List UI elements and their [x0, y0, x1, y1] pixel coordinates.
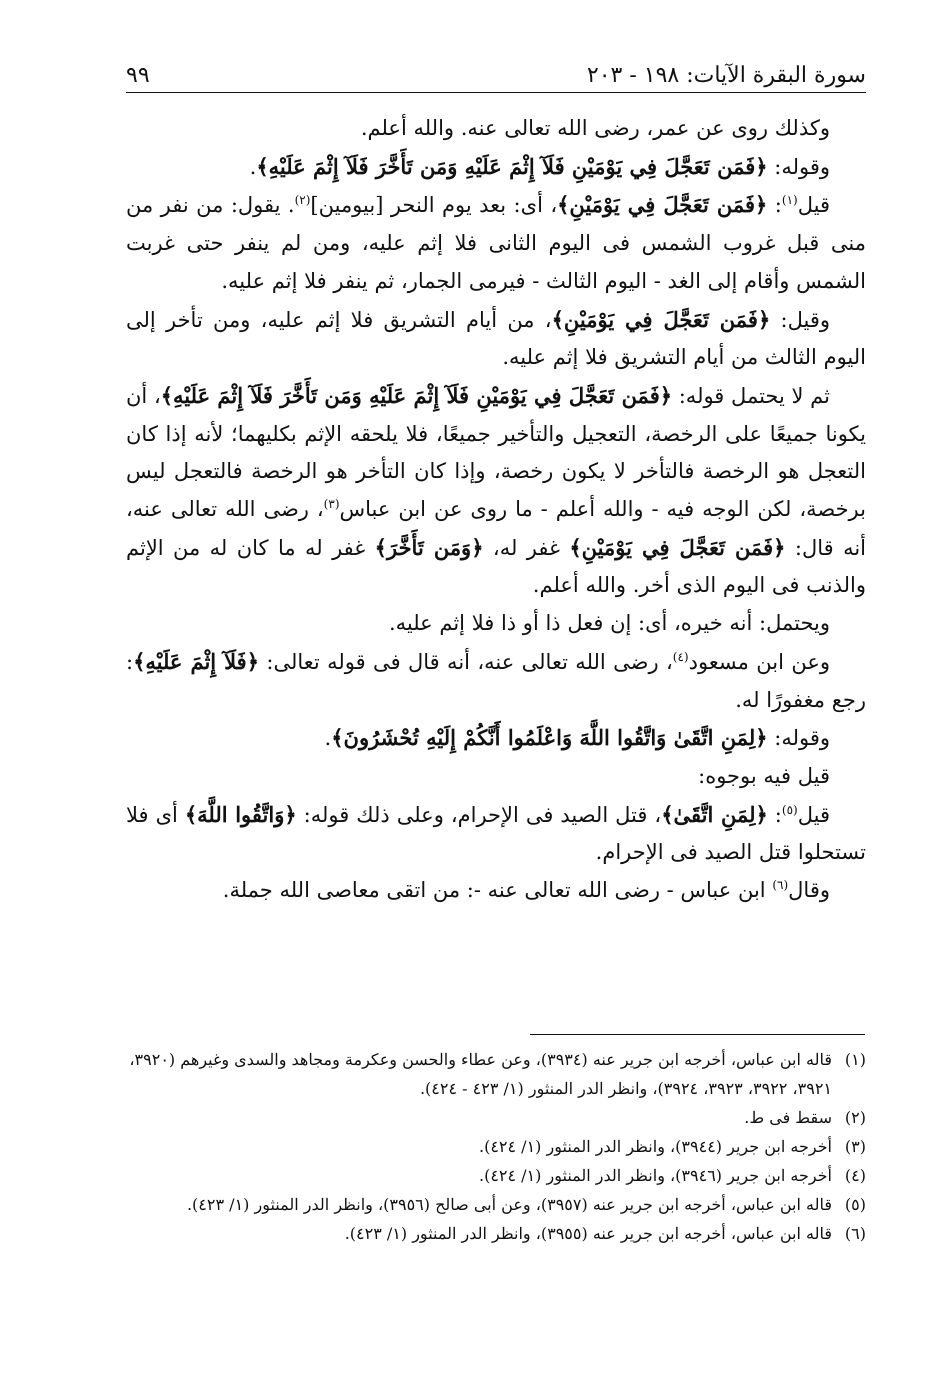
footnote-text: قاله ابن عباس، أخرجه ابن جرير عنه (٣٩٥٥)، وانظر الدر المنثور (١/ ٤٢٣). — [344, 1224, 832, 1243]
body-paragraph — [126, 186, 866, 300]
body-paragraph — [126, 643, 866, 719]
text-run: ابن عباس - رضى الله تعالى عنه -: من اتقى معاصى الله جملة. — [222, 878, 773, 903]
text-run: غفر له ما كان له من الإثم والذنب فى اليوم الذى أخر. والله أعلم. — [126, 535, 866, 598]
footnotes — [126, 1045, 866, 1248]
body-text — [126, 110, 866, 910]
quran-verse: ﴿فَمَن تَعَجَّلَ فِي يَوْمَيْنِ﴾ — [569, 534, 786, 560]
footnote-text: أخرجه ابن جرير (٣٩٤٤)، وانظر الدر المنثور (١/ ٤٢٤). — [478, 1137, 832, 1156]
footnote-number: (٣) — [844, 1137, 866, 1156]
footnote-text: قاله ابن عباس، أخرجه ابن جرير عنه (٣٩٣٤)، وعن عطاء والحسن وعكرمة ومجاهد والسدى وغيرهم (٣٩٢٠، ٣٩٢١، ٣٩٢٢، ٣٩٢٣، ٣٩٢٤)، وانظر الدر المنثور (١/ ٤٢٣ - ٤٢٤). — [129, 1050, 832, 1098]
text-run: ، قتل الصيد فى الإحرام، وعلى ذلك قوله: — [296, 802, 662, 827]
body-paragraph — [126, 872, 866, 910]
body-paragraph — [126, 301, 866, 377]
text-run: قيل — [797, 193, 830, 218]
footnote-number: (١) — [844, 1050, 866, 1069]
footnote-text: سقط فى ط. — [744, 1108, 832, 1127]
text-run: وقوله: — [767, 154, 830, 179]
footnote-ref: (٤) — [672, 649, 689, 664]
body-paragraph — [126, 796, 866, 872]
page-header — [126, 52, 866, 93]
quran-verse: ﴿فَمَن تَعَجَّلَ فِي يَوْمَيْنِ﴾ — [557, 192, 768, 218]
text-run: وقيل: — [770, 307, 831, 332]
footnote — [126, 1219, 866, 1248]
quran-verse: ﴿وَاتَّقُوا اللَّهَ﴾ — [184, 801, 297, 827]
text-run: أى فلا تستحلوا قتل الصيد فى الإحرام. — [126, 802, 866, 865]
footnote-number: (٤) — [844, 1166, 866, 1185]
text-run: : رجع مغفورًا له. — [126, 649, 866, 712]
quran-verse: ﴿لِمَنِ اتَّقَىٰ وَاتَّقُوا اللَّهَ وَاعْلَمُوا أَنَّكُمْ إِلَيْهِ تُحْشَرُونَ﴾ — [331, 725, 768, 751]
quran-verse: ﴿وَمَن تَأَخَّرَ﴾ — [374, 534, 484, 560]
text-run: . يقول: من نفر من منى قبل غروب الشمس فى اليوم الثانى فلا إثم عليه، ومن لم ينفر حتى غربت الشمس وأقام إلى الغد - اليوم الثالث - فيرمى الجمار، ثم ينفر فلا إثم عليه. — [126, 193, 866, 293]
quran-verse: ﴿فَمَن تَعَجَّلَ فِي يَوْمَيْنِ فَلَآ إِثْمَ عَلَيْهِ وَمَن تَأَخَّرَ فَلَآ إِثْمَ عَلَيْهِ﴾ — [160, 382, 673, 408]
text-run: قيل فيه بوجوه: — [698, 763, 830, 788]
footnote — [126, 1045, 866, 1103]
text-run: ، أى: بعد يوم النحر [بيومين] — [310, 193, 558, 218]
quran-verse: ﴿فَمَن تَعَجَّلَ فِي يَوْمَيْنِ﴾ — [551, 306, 771, 332]
footnote-number: (٢) — [844, 1108, 866, 1127]
footnote-text: قاله ابن عباس، أخرجه ابن جرير عنه (٣٩٥٧)، وعن أبى صالح (٣٩٥٦)، وانظر الدر المنثور (١/ ٤٢٣). — [186, 1195, 832, 1214]
footnote-ref: (٢) — [294, 193, 311, 208]
running-title: سورة البقرة الآيات: ١٩٨ - ٢٠٣ — [586, 63, 866, 88]
text-run: ويحتمل: أنه خيره، أى: إن فعل ذا أو ذا فلا إثم عليه. — [388, 611, 830, 636]
text-run: . — [249, 154, 257, 179]
text-run: غفر له، — [483, 535, 570, 560]
body-paragraph — [126, 719, 866, 758]
footnote-ref: (١) — [781, 193, 798, 208]
footnote-ref: (٥) — [781, 802, 798, 817]
footnote — [126, 1132, 866, 1161]
quran-verse: ﴿فَمَن تَعَجَّلَ فِي يَوْمَيْنِ فَلَآ إِثْمَ عَلَيْهِ وَمَن تَأَخَّرَ فَلَآ إِثْمَ عَلَيْهِ﴾ — [256, 153, 768, 179]
text-run: : — [767, 193, 782, 218]
body-paragraph — [126, 758, 866, 796]
text-run: وعن ابن مسعود — [688, 649, 830, 674]
body-paragraph — [126, 605, 866, 643]
footnote-ref: (٦) — [772, 878, 789, 893]
quran-verse: ﴿فَلَآ إِثْمَ عَلَيْهِ﴾ — [133, 648, 260, 674]
body-paragraph — [126, 377, 866, 605]
text-run: ، رضى الله تعالى عنه، أنه قال فى قوله تعالى: — [259, 649, 673, 674]
page-number: ٩٩ — [126, 63, 150, 88]
footnote-text: أخرجه ابن جرير (٣٩٤٦)، وانظر الدر المنثور (١/ ٤٢٤). — [478, 1166, 832, 1185]
footnote-ref: (٣) — [323, 497, 340, 512]
body-paragraph — [126, 148, 866, 187]
footnote-separator — [530, 1034, 865, 1035]
text-run: ، من أيام التشريق فلا إثم عليه، ومن تأخر إلى اليوم الثالث من أيام التشريق فلا إثم عليه. — [126, 307, 866, 370]
footnote — [126, 1161, 866, 1190]
text-run: ، أن يكونا جميعًا على الرخصة، التعجيل والتأخير جميعًا، فلا يلحقه الإثم بكليهما؛ لأنه إذا كان التعجل هو الرخصة فالتأخر لا يكون رخصة، وإذا كان التأخر هو الرخصة فالتعجل ليس برخصة، لكن الوجه فيه - والله أعلم - ما روى عن ابن عباس — [126, 383, 866, 522]
footnote — [126, 1190, 866, 1219]
footnote-number: (٦) — [844, 1224, 866, 1243]
text-run: وقوله: — [767, 726, 830, 751]
footnote — [126, 1103, 866, 1132]
text-run: . — [324, 726, 332, 751]
text-run: ثم لا يحتمل قوله: — [672, 383, 830, 408]
text-run: : — [767, 802, 782, 827]
body-paragraph — [126, 110, 866, 148]
footnote-number: (٥) — [844, 1195, 866, 1214]
text-run: وكذلك روى عن عمر، رضى الله تعالى عنه. والله أعلم. — [360, 116, 830, 140]
text-run: قيل — [797, 802, 830, 827]
text-run: ، رضى الله تعالى عنه، أنه قال: — [126, 497, 867, 560]
text-run: وقال — [788, 878, 830, 903]
quran-verse: ﴿لِمَنِ اتَّقَىٰ﴾ — [661, 801, 768, 827]
